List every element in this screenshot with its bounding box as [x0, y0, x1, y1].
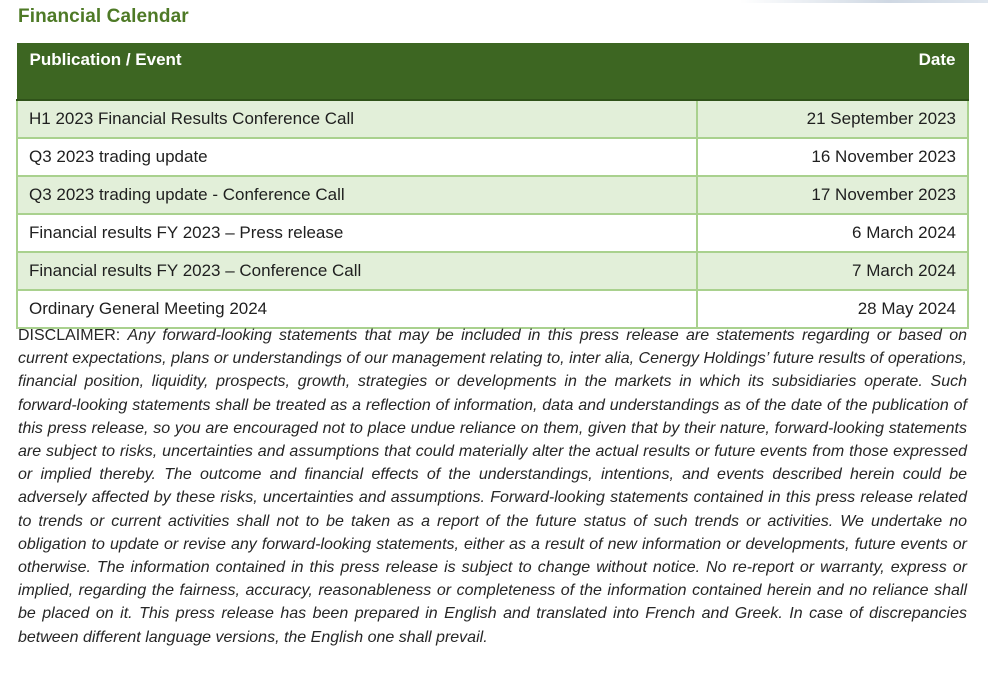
event-cell: H1 2023 Financial Results Conference Call: [17, 100, 697, 138]
column-header-date: Date: [697, 44, 968, 101]
date-cell: 7 March 2024: [697, 252, 968, 290]
table-row: [17, 214, 968, 252]
section-title: Financial Calendar: [18, 6, 189, 27]
disclaimer-label: DISCLAIMER:: [18, 327, 121, 344]
disclaimer-paragraph: [18, 324, 967, 649]
event-cell: Financial results FY 2023 – Press release: [17, 214, 697, 252]
date-cell: 6 March 2024: [697, 214, 968, 252]
table-row: [17, 252, 968, 290]
date-cell: 28 May 2024: [697, 290, 968, 328]
table-row: [17, 138, 968, 176]
table-row: [17, 100, 968, 138]
event-cell: Q3 2023 trading update - Conference Call: [17, 176, 697, 214]
financial-calendar-table: [16, 43, 969, 329]
column-header-event: Publication / Event: [17, 44, 697, 101]
disclaimer-text: Any forward-looking statements that may be included in this press release are statements regarding or based on current expectations, plans or understandings of our management relating to, inter alia, Cenergy Holdings’ future results of operations, financial position, liquidity, prospects, growth, strategies or developments in the markets in which its subsidiaries operate. Such forward-looking statements shall be treated as a reflection of information, data and understandings as of the date of the publication of this press release, so you are encouraged not to place undue reliance on them, given that by their nature, forward-looking statements are subject to risks, uncertainties and assumptions that could materially alter the actual results or future events from those expressed or implied thereby. The outcome and financial effects of the understandings, intentions, and events described herein could be adversely affected by these risks, uncertainties and assumptions. Forward-looking statements contained in this press release related to trends or current activities shall not to be taken as a report of the future status of such trends or activities. We undertake no obligation to update or revise any forward-looking statements, either as a result of new information or developments, future events or otherwise. The information contained in this press release is subject to change without notice. No re-report or warranty, express or implied, regarding the fairness, accuracy, reasonableness or completeness of the information contained herein and no reliance shall be placed on it. This press release has been prepared in English and translated into French and Greek. In case of discrepancies between different language versions, the English one shall prevail.: [18, 327, 967, 646]
event-cell: Ordinary General Meeting 2024: [17, 290, 697, 328]
table-row: [17, 176, 968, 214]
date-cell: 17 November 2023: [697, 176, 968, 214]
table-row: [17, 290, 968, 328]
decorative-header-line: [740, 0, 988, 3]
date-cell: 16 November 2023: [697, 138, 968, 176]
event-cell: Financial results FY 2023 – Conference Call: [17, 252, 697, 290]
table-header-row: [17, 44, 968, 101]
event-cell: Q3 2023 trading update: [17, 138, 697, 176]
date-cell: 21 September 2023: [697, 100, 968, 138]
